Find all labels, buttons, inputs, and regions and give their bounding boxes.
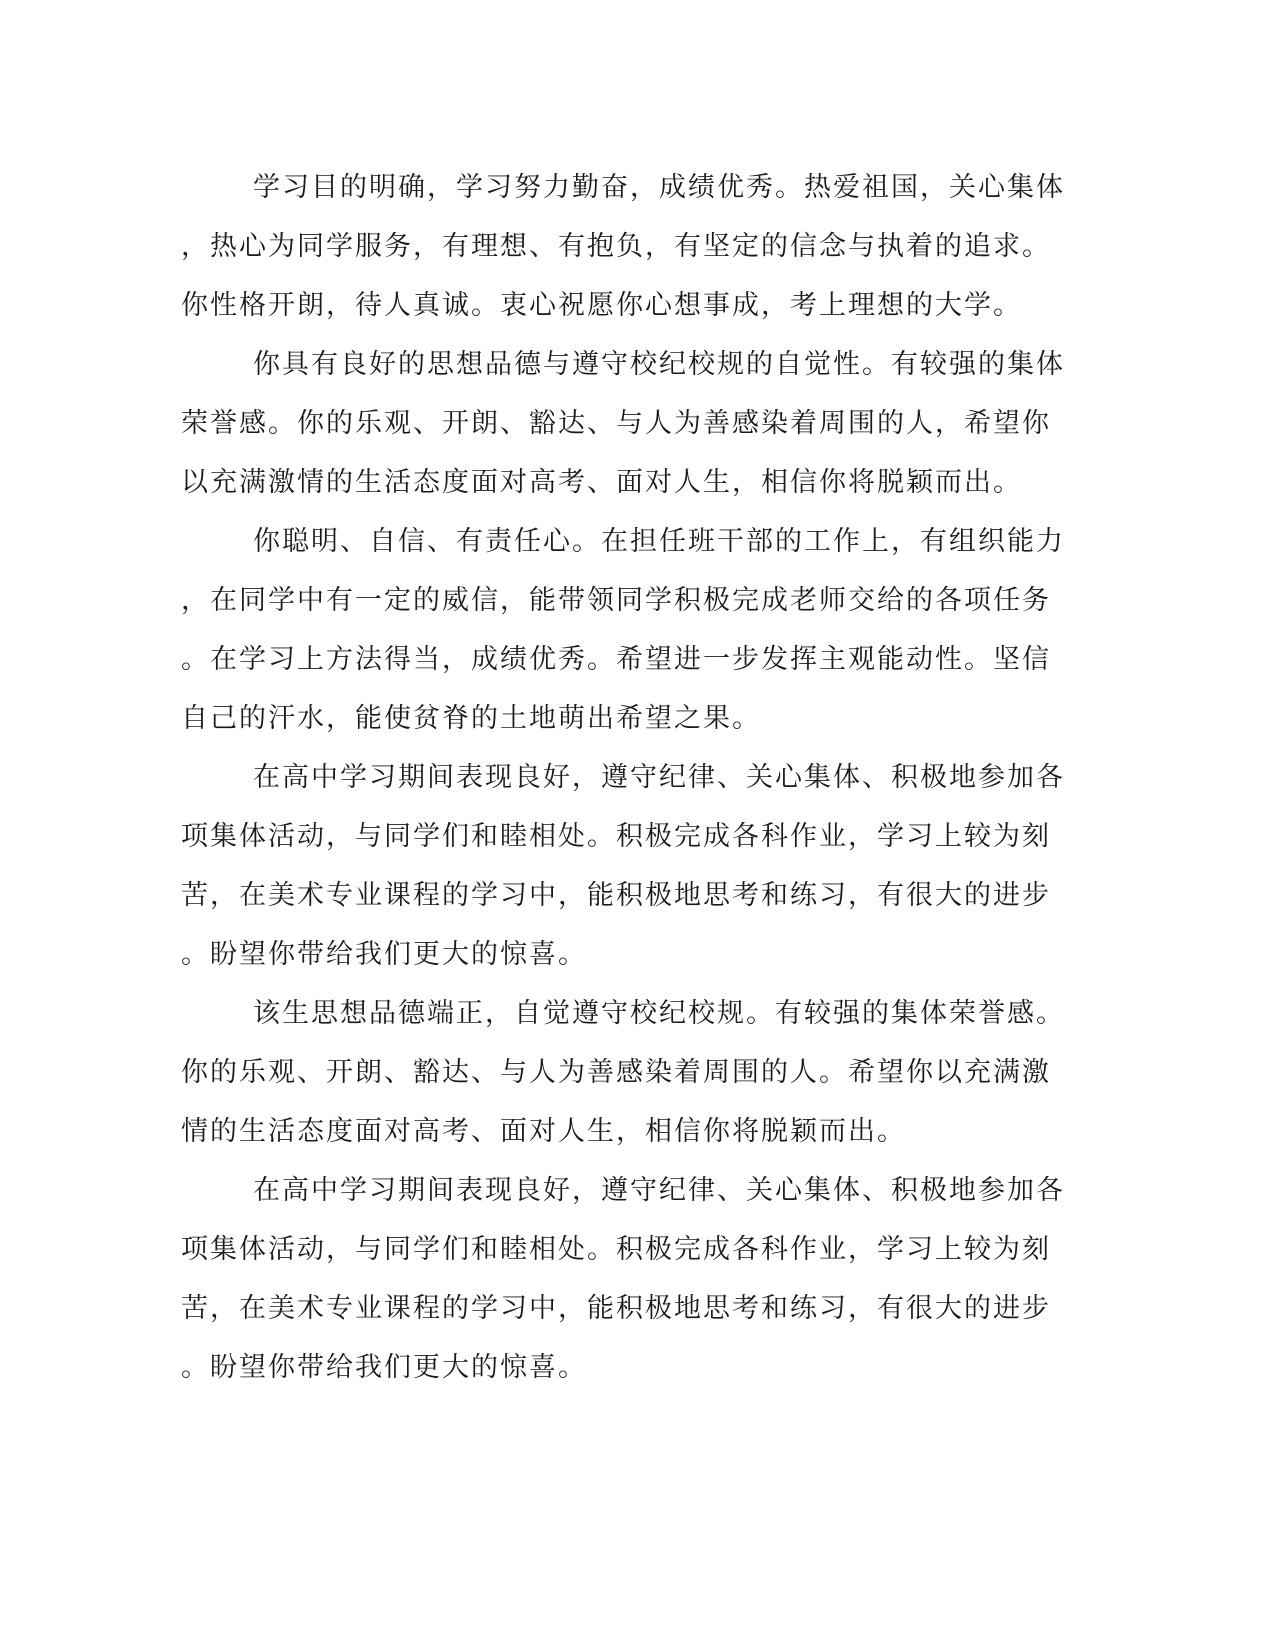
paragraph-line: ，热心为同学服务，有理想、有抱负，有坚定的信念与执着的追求。 xyxy=(181,231,1051,262)
paragraph-line: 项集体活动，与同学们和睦相处。积极完成各科作业，学习上较为刻 xyxy=(181,1234,1051,1265)
paragraph-line: 你聪明、自信、有责任心。在担任班干部的工作上，有组织能力 xyxy=(253,526,1065,557)
paragraph-line: 你性格开朗，待人真诚。衷心祝愿你心想事成，考上理想的大学。 xyxy=(181,290,1022,321)
paragraph-line: 项集体活动，与同学们和睦相处。积极完成各科作业，学习上较为刻 xyxy=(181,821,1051,852)
paragraph-line: 。在学习上方法得当，成绩优秀。希望进一步发挥主观能动性。坚信 xyxy=(181,644,1051,675)
paragraph-line: 苦，在美术专业课程的学习中，能积极地思考和练习，有很大的进步 xyxy=(181,880,1051,911)
paragraph-3 xyxy=(181,512,1065,748)
paragraph-line: 。盼望你带给我们更大的惊喜。 xyxy=(181,939,587,970)
paragraph-line: 以充满激情的生活态度面对高考、面对人生，相信你将脱颖而出。 xyxy=(181,467,1022,498)
document-body xyxy=(181,158,1065,1397)
paragraph-6 xyxy=(181,1161,1065,1397)
paragraph-line: 自己的汗水，能使贫脊的土地萌出希望之果。 xyxy=(181,703,761,734)
paragraph-1 xyxy=(181,158,1065,335)
paragraph-5 xyxy=(181,984,1065,1161)
paragraph-line: 荣誉感。你的乐观、开朗、豁达、与人为善感染着周围的人，希望你 xyxy=(181,408,1051,439)
paragraph-line: 情的生活态度面对高考、面对人生，相信你将脱颖而出。 xyxy=(181,1116,906,1147)
paragraph-line: 。盼望你带给我们更大的惊喜。 xyxy=(181,1352,587,1383)
paragraph-line: 学习目的明确，学习努力勤奋，成绩优秀。热爱祖国，关心集体 xyxy=(253,172,1065,203)
paragraph-4 xyxy=(181,748,1065,984)
paragraph-line: 你具有良好的思想品德与遵守校纪校规的自觉性。有较强的集体 xyxy=(253,349,1065,380)
paragraph-line: 在高中学习期间表现良好，遵守纪律、关心集体、积极地参加各 xyxy=(253,762,1065,793)
paragraph-line: 在高中学习期间表现良好，遵守纪律、关心集体、积极地参加各 xyxy=(253,1175,1065,1206)
paragraph-line: 你的乐观、开朗、豁达、与人为善感染着周围的人。希望你以充满激 xyxy=(181,1057,1051,1088)
paragraph-2 xyxy=(181,335,1065,512)
paragraph-line: ，在同学中有一定的威信，能带领同学积极完成老师交给的各项任务 xyxy=(181,585,1051,616)
paragraph-line: 苦，在美术专业课程的学习中，能积极地思考和练习，有很大的进步 xyxy=(181,1293,1051,1324)
paragraph-line: 该生思想品德端正，自觉遵守校纪校规。有较强的集体荣誉感。 xyxy=(253,998,1065,1029)
